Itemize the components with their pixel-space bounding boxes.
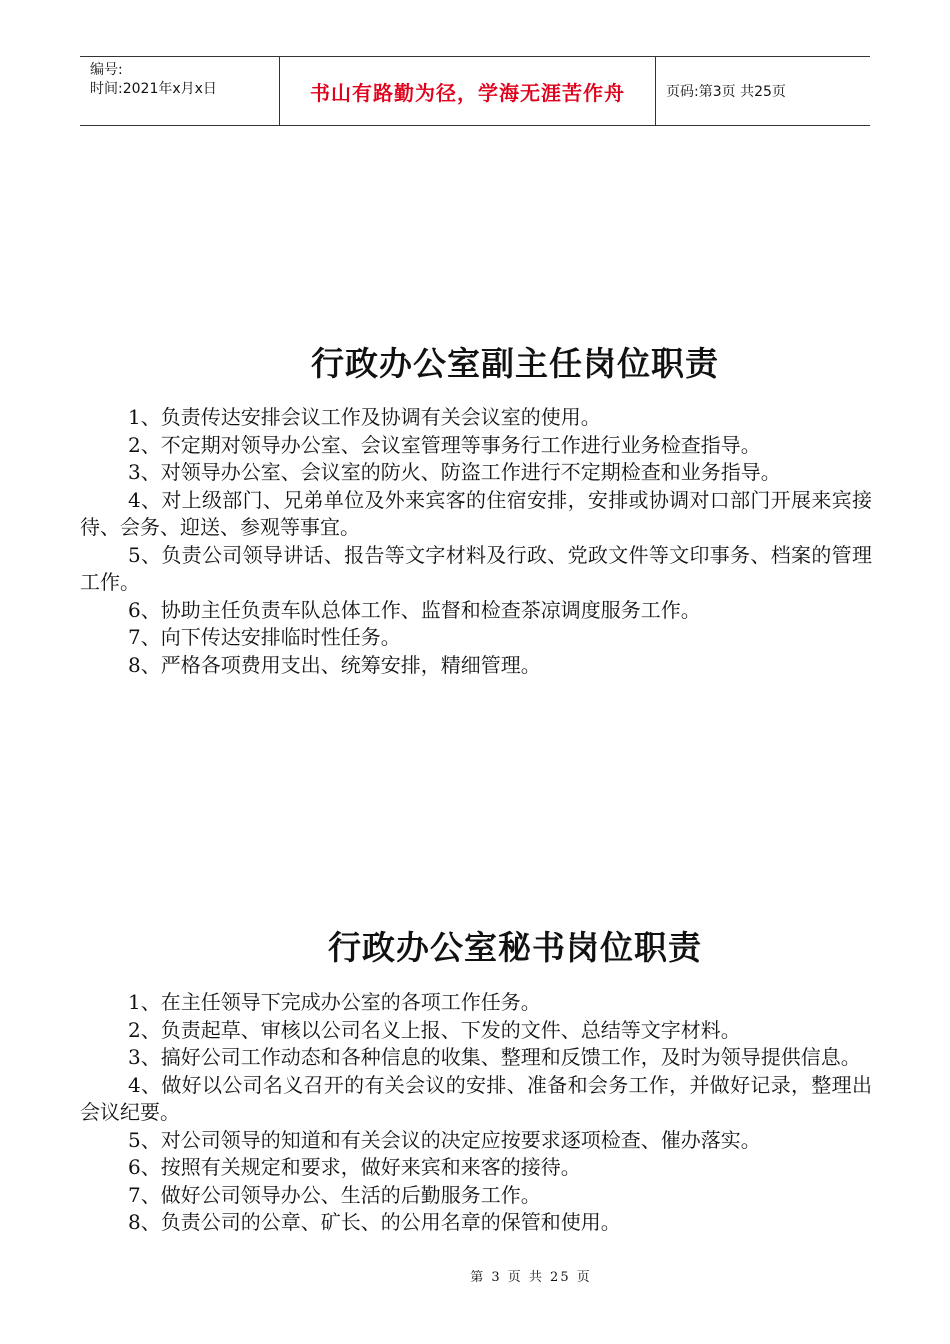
duty-item: 3、搞好公司工作动态和各种信息的收集、整理和反馈工作，及时为领导提供信息。 — [128, 1045, 861, 1069]
duty-item: 4、对上级部门、兄弟单位及外来宾客的住宿安排，安排或协调对口部门开展来宾接待、会务、迎送、参观等事宜。 — [80, 487, 872, 539]
header-page-info: 页码:第3页 共25页 — [666, 84, 786, 100]
section-title-deputy-director: 行政办公室副主任岗位职责 — [311, 344, 719, 383]
duty-item: 2、负责起草、审核以公司名义上报、下发的文件、总结等文字材料。 — [128, 1017, 741, 1042]
duty-item: 2、不定期对领导办公室、会议室管理等事务行工作进行业务检查指导。 — [128, 432, 761, 457]
header-motto: 书山有路勤为径，学海无涯苦作舟 — [280, 57, 656, 125]
duty-item: 4、做好以公司名义召开的有关会议的安排、准备和会务工作，并做好记录，整理出会议纪要。 — [80, 1072, 872, 1124]
duty-item: 6、协助主任负责车队总体工作、监督和检查茶凉调度服务工作。 — [128, 597, 701, 622]
duty-item: 8、负责公司的公章、矿长、的公用名章的保管和使用。 — [128, 1210, 621, 1234]
section-title-secretary: 行政办公室秘书岗位职责 — [328, 928, 702, 967]
duty-item: 3、对领导办公室、会议室的防火、防盗工作进行不定期检查和业务指导。 — [128, 460, 781, 484]
duty-item: 7、向下传达安排临时性任务。 — [128, 625, 401, 649]
duty-item: 1、在主任领导下完成办公室的各项工作任务。 — [128, 990, 541, 1014]
duty-item: 5、对公司领导的知道和有关会议的决定应按要求逐项检查、催办落实。 — [128, 1127, 761, 1152]
header-meta — [80, 57, 280, 125]
duty-item: 6、按照有关规定和要求，做好来宾和来客的接待。 — [128, 1155, 581, 1179]
duty-item: 1、负责传达安排会议工作及协调有关会议室的使用。 — [128, 405, 601, 429]
duty-item: 5、负责公司领导讲话、报告等文字材料及行政、党政文件等文印事务、档案的管理工作。 — [80, 542, 872, 594]
duty-item: 8、严格各项费用支出、统筹安排，精细管理。 — [128, 652, 541, 677]
document-number-label: 编号: — [90, 62, 123, 78]
duty-item: 7、做好公司领导办公、生活的后勤服务工作。 — [128, 1182, 541, 1207]
page-header — [80, 56, 870, 126]
section-deputy-director-duties — [80, 404, 872, 679]
document-date-label: 时间:2021年x月x日 — [90, 81, 217, 97]
section-secretary-duties — [80, 989, 872, 1237]
page-footer: 第 3 页 共 25 页 — [470, 1270, 592, 1285]
